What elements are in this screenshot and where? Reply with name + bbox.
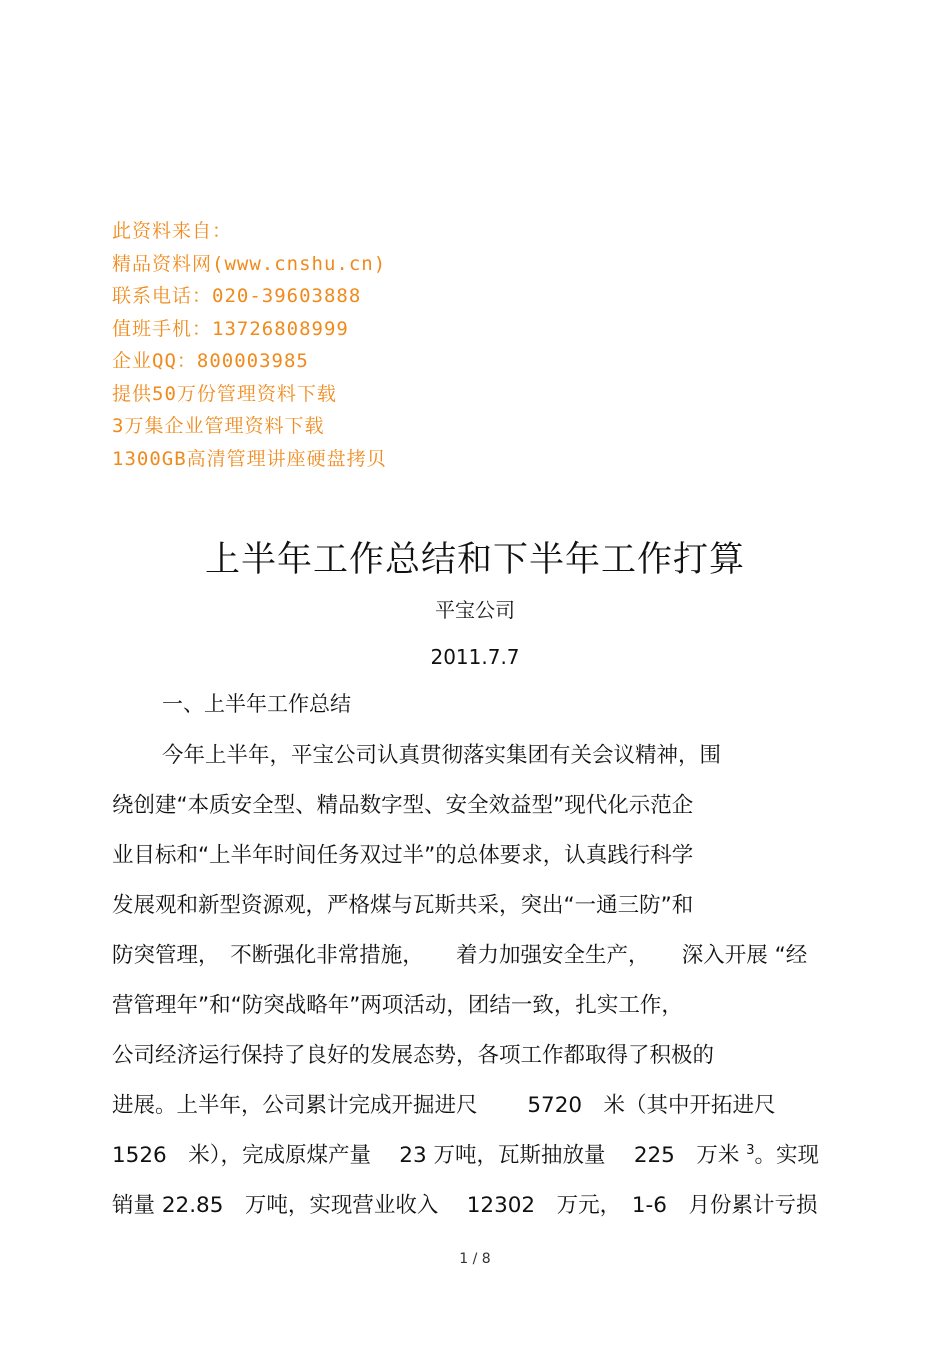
promo-line-source: 此资料来自： bbox=[112, 220, 233, 242]
promo-block bbox=[112, 215, 387, 475]
paragraph-line: 业目标和“上半年时间任务双过半”的总体要求，认真践行科学 bbox=[112, 843, 694, 868]
document-date: 2011.7.7 bbox=[430, 645, 520, 669]
section-heading: 一、上半年工作总结 bbox=[162, 692, 351, 716]
paragraph-line-tail: 。实现 bbox=[754, 1143, 820, 1168]
paragraph-line: 公司经济运行保持了良好的发展态势，各项工作都取得了积极的 bbox=[112, 1043, 715, 1068]
promo-line-phone: 联系电话：020-39603888 bbox=[112, 285, 362, 307]
document-author: 平宝公司 bbox=[435, 598, 515, 622]
paragraph-line: 绕创建“本质安全型、精品数字型、安全效益型”现代化示范企 bbox=[112, 793, 694, 818]
paragraph-line: 今年上半年，平宝公司认真贯彻落实集团有关会议精神，围 bbox=[162, 743, 722, 768]
promo-line-offer-2: 3万集企业管理资料下载 bbox=[112, 415, 325, 437]
promo-line-qq: 企业QQ：800003985 bbox=[112, 350, 309, 372]
paragraph-line-text: 1526 米），完成原煤产量 23 万吨，瓦斯抽放量 225 万米 bbox=[112, 1143, 740, 1168]
paragraph-line: 发展观和新型资源观，严格煤与瓦斯共采，突出“一通三防”和 bbox=[112, 893, 694, 918]
document-title: 上半年工作总结和下半年工作打算 bbox=[204, 540, 745, 580]
paragraph-line: 营管理年”和“防突战略年”两项活动，团结一致，扎实工作， bbox=[112, 993, 683, 1018]
promo-line-offer-1: 提供50万份管理资料下载 bbox=[112, 382, 337, 405]
promo-line-website: 精品资料网(www.cnshu.cn) bbox=[112, 252, 387, 275]
paragraph-line: 防突管理， 不断强化非常措施， 着力加强安全生产， 深入开展 “经 bbox=[112, 943, 808, 968]
promo-line-mobile: 值班手机：13726808999 bbox=[112, 317, 349, 340]
paragraph-line: 进展。上半年，公司累计完成开掘进尺 5720 米（其中开拓进尺 bbox=[112, 1093, 776, 1118]
paragraph-line-with-unit bbox=[112, 1138, 819, 1169]
paragraph-line: 销量 22.85 万吨，实现营业收入 12302 万元， 1-6 月份累计亏损 bbox=[112, 1193, 818, 1218]
cubic-superscript: 3 bbox=[746, 1142, 755, 1158]
page-number: 1 / 8 bbox=[459, 1251, 491, 1267]
promo-line-offer-3: 1300GB高清管理讲座硬盘拷贝 bbox=[112, 447, 387, 470]
